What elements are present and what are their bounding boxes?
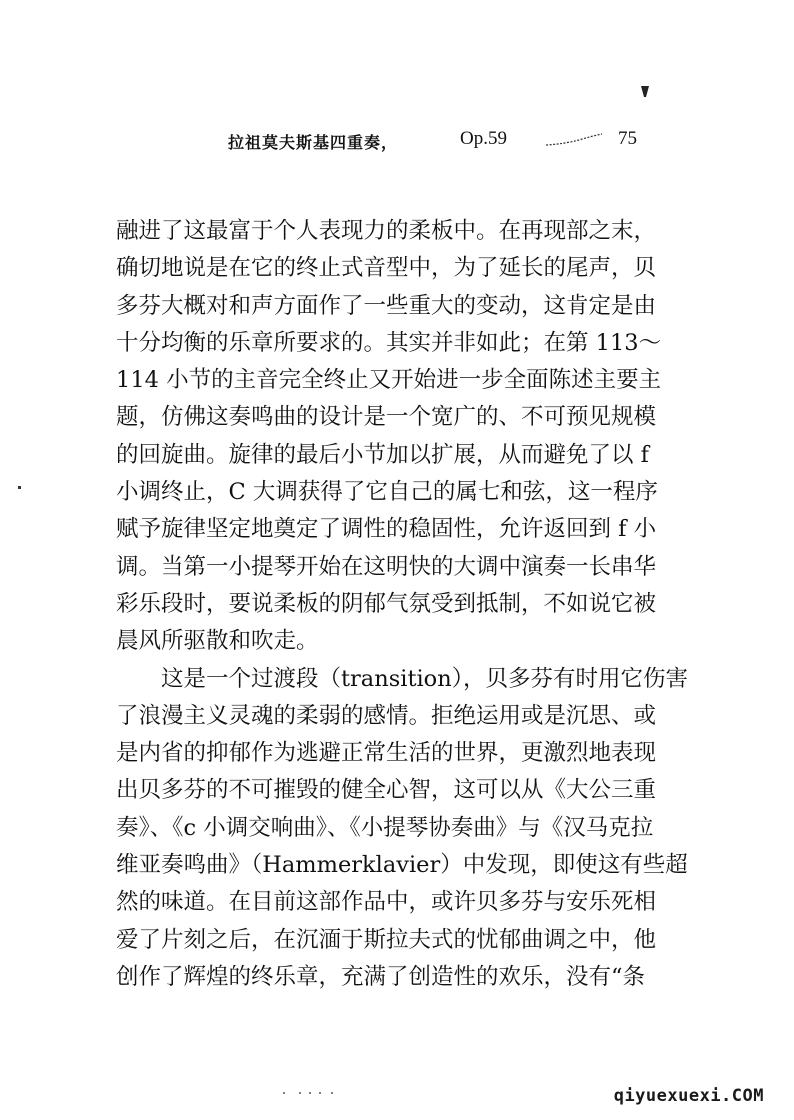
header-ornament-icon	[544, 132, 604, 146]
text-line: 出贝多芬的不可摧毁的健全心智，这可以从《大公三重	[116, 777, 657, 804]
text-line: 赋予旋律坚定地奠定了调性的稳固性，允许返回到 f 小	[116, 516, 657, 543]
header-opus: Op.59	[460, 128, 507, 149]
text-line: 晨风所驱散和吹走。	[116, 628, 319, 655]
text-line: 彩乐段时，要说柔板的阴郁气氛受到抵制，不如说它被	[116, 590, 657, 617]
text-line: 确切地说是在它的终止式音型中，为了延长的尾声，贝	[116, 255, 657, 282]
margin-speck	[18, 486, 21, 489]
text-line: 奏》、《c 小调交响曲》、《小提琴协奏曲》与《汉马克拉	[116, 814, 654, 841]
text-line: 题，仿佛这奏鸣曲的设计是一个宽广的、不可预见规模	[116, 404, 657, 431]
text-line: 小调终止，C 大调获得了它自己的属七和弦，这一程序	[116, 479, 658, 506]
page-number: 75	[618, 128, 637, 149]
text-line: 爱了片刻之后，在沉湎于斯拉夫式的忧郁曲调之中，他	[116, 926, 657, 953]
text-line: 这是一个过渡段（transition），贝多芬有时用它伤害	[161, 665, 688, 692]
body-text	[116, 213, 688, 996]
text-line: 融进了这最富于个人表现力的柔板中。在再现部之末，	[116, 218, 657, 244]
text-line: 了浪漫主义灵魂的柔弱的感情。拒绝运用或是沉思、或	[116, 702, 657, 729]
text-line: 维亚奏鸣曲》（Hammerklavier）中发现，即使这有些超	[116, 852, 688, 879]
text-line: 的回旋曲。旋律的最后小节加以扩展，从而避免了以 f	[116, 441, 649, 468]
site-watermark: qiyuexuexi.COM	[613, 1086, 764, 1106]
header-title: 拉祖莫夫斯基四重奏，	[228, 133, 399, 152]
text-line: 多芬大概对和声方面作了一些重大的变动，这肯定是由	[116, 292, 657, 319]
paragraph-1	[116, 213, 662, 661]
top-corner-mark	[640, 84, 650, 98]
running-header	[228, 128, 658, 158]
text-line: 114 小节的主音完全终止又开始进一步全面陈述主要主	[116, 367, 662, 394]
text-line: 创作了辉煌的终乐章，充满了创造性的欢乐，没有“条	[116, 963, 646, 990]
text-line: 是内省的抑郁作为逃避正常生活的世界，更激烈地表现	[116, 740, 657, 767]
footer-specks	[280, 1080, 340, 1084]
text-line: 调。当第一小提琴开始在这明快的大调中演奏一长串华	[116, 553, 657, 580]
paragraph-2	[116, 661, 688, 997]
text-line: 十分均衡的乐章所要求的。其实并非如此；在第 113～	[116, 329, 662, 356]
text-line: 然的味道。在目前这部作品中，或许贝多芬与安乐死相	[116, 889, 657, 916]
